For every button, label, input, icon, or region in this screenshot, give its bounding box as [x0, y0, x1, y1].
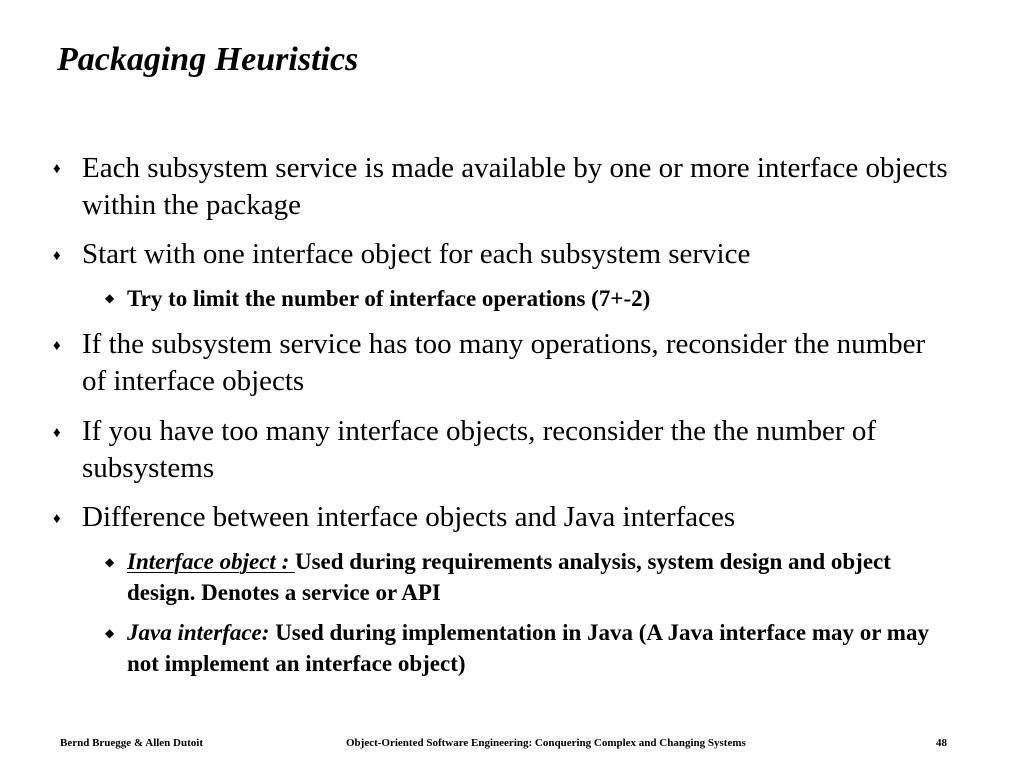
- bullet-text: Start with one interface object for each subsystem service: [82, 238, 751, 270]
- diamond-bullet-icon: ♦: [53, 511, 61, 527]
- term-definition: Used during implementation in Java (A Java interface may or may not implement an interface object): [127, 620, 929, 676]
- slide-title: Packaging Heuristics: [57, 41, 359, 78]
- diamond-bullet-icon: ♦: [53, 161, 61, 177]
- bullet-text: If you have too many interface objects, reconsider the the number of subsystems: [82, 415, 876, 484]
- term-definition: Used during requirements analysis, system design and object design. Denotes a service or API: [127, 549, 891, 605]
- diamond-bullet-icon: ◆: [105, 555, 115, 569]
- diamond-bullet-icon: ◆: [105, 626, 115, 640]
- diamond-bullet-icon: ◆: [105, 291, 115, 305]
- footer-book-title: Object-Oriented Software Engineering: Conquering Complex and Changing Systems: [346, 737, 746, 749]
- footer-authors: Bernd Bruegge & Allen Dutoit: [60, 737, 203, 749]
- term-java-interface: Java interface:: [127, 620, 270, 645]
- sub-bullet-text: [127, 617, 957, 679]
- term-interface-object: Interface object :: [127, 549, 295, 574]
- diamond-bullet-icon: ♦: [53, 248, 61, 264]
- sub-bullet-text: [127, 546, 957, 608]
- diamond-bullet-icon: ♦: [53, 338, 61, 354]
- bullet-text: If the subsystem service has too many operations, reconsider the number of interface objects: [82, 328, 926, 397]
- bullet-text: Difference between interface objects and Java interfaces: [82, 501, 736, 533]
- sub-bullet-text: Try to limit the number of interface operations (7+-2): [127, 286, 651, 311]
- diamond-bullet-icon: ♦: [53, 425, 61, 441]
- bullet-text: Each subsystem service is made available by one or more interface objects within the package: [82, 152, 948, 221]
- footer-page-number: 48: [936, 737, 947, 749]
